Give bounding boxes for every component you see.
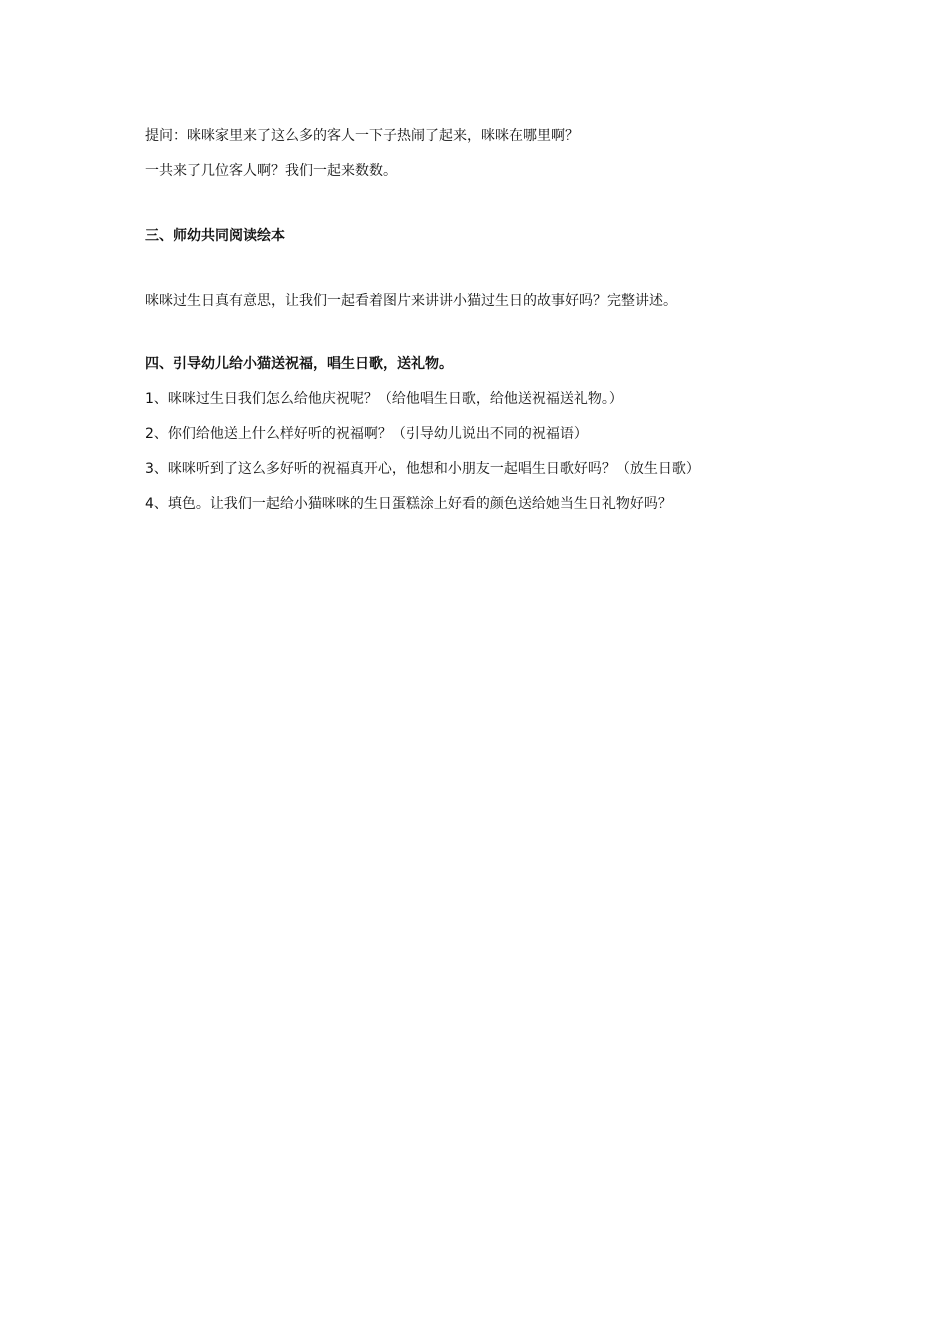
- list-item: 2、你们给他送上什么样好听的祝福啊？（引导幼儿说出不同的祝福语）: [145, 426, 588, 442]
- section-3-text: 咪咪过生日真有意思，让我们一起看着图片来讲讲小猫过生日的故事好吗？完整讲述。: [145, 293, 677, 309]
- intro-question: 提问：咪咪家里来了这么多的客人一下子热闹了起来，咪咪在哪里啊？: [145, 128, 579, 144]
- list-item: 4、填色。让我们一起给小猫咪咪的生日蛋糕涂上好看的颜色送给她当生日礼物好吗？: [145, 496, 672, 512]
- section-3-heading: 三、师幼共同阅读绘本: [145, 228, 285, 244]
- list-item: 3、咪咪听到了这么多好听的祝福真开心，他想和小朋友一起唱生日歌好吗？（放生日歌）: [145, 461, 700, 477]
- intro-count: 一共来了几位客人啊？我们一起来数数。: [145, 163, 397, 179]
- list-item: 1、咪咪过生日我们怎么给他庆祝呢？（给他唱生日歌，给他送祝福送礼物。）: [145, 391, 623, 407]
- section-4-heading: 四、引导幼儿给小猫送祝福，唱生日歌，送礼物。: [145, 356, 453, 372]
